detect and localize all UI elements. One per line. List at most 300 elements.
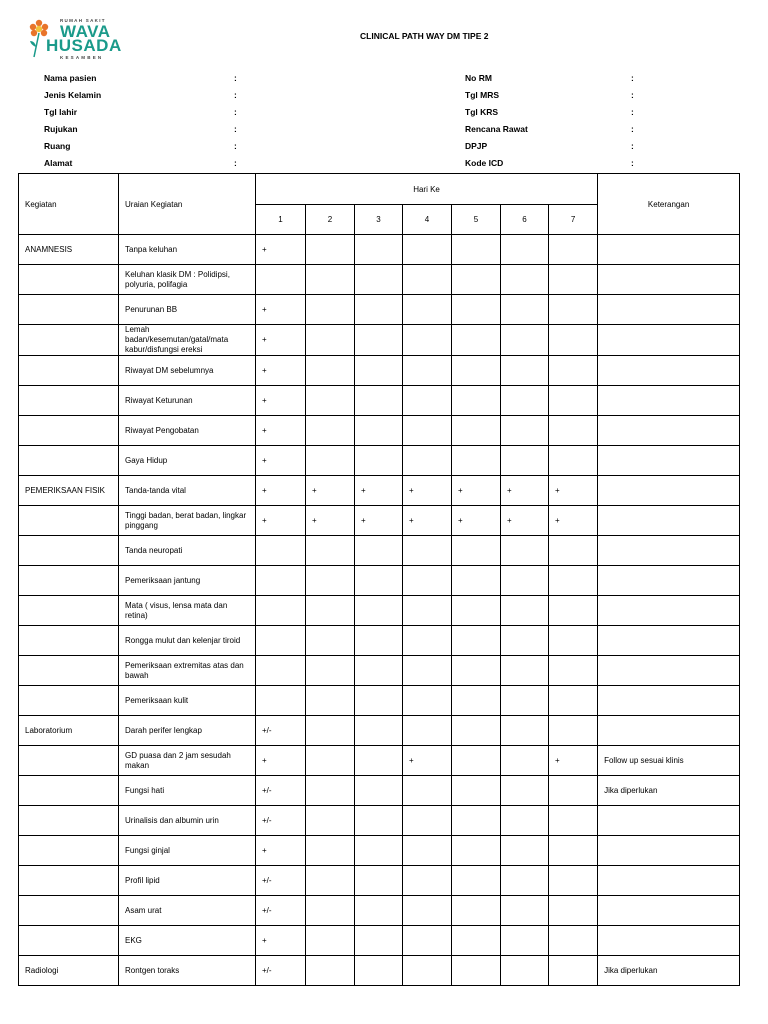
table-row <box>19 446 740 476</box>
cell-kegiatan <box>19 596 119 626</box>
cell-day <box>306 956 355 986</box>
cell-day <box>549 806 598 836</box>
cell-keterangan <box>598 656 740 686</box>
cell-day <box>306 686 355 716</box>
cell-day <box>403 325 452 356</box>
cell-kegiatan <box>19 566 119 596</box>
cell-day <box>452 325 501 356</box>
info-row <box>465 87 665 104</box>
cell-kegiatan: PEMERIKSAAN FISIK <box>19 476 119 506</box>
cell-day <box>549 235 598 265</box>
cell-day <box>501 836 549 866</box>
cell-day: + <box>256 506 306 536</box>
cell-day <box>549 896 598 926</box>
cell-day <box>452 446 501 476</box>
cell-kegiatan <box>19 836 119 866</box>
cell-day <box>355 325 403 356</box>
table-row <box>19 926 740 956</box>
header-uraian: Uraian Kegiatan <box>119 174 256 235</box>
cell-uraian: Fungsi hati <box>119 776 256 806</box>
cell-day <box>306 596 355 626</box>
cell-keterangan: Follow up sesuai klinis <box>598 746 740 776</box>
cell-day: + <box>256 295 306 325</box>
cell-day <box>355 656 403 686</box>
cell-day: + <box>256 446 306 476</box>
cell-day <box>306 386 355 416</box>
cell-kegiatan <box>19 536 119 566</box>
cell-day <box>501 866 549 896</box>
cell-keterangan <box>598 626 740 656</box>
cell-day <box>501 896 549 926</box>
info-separator: : <box>234 73 237 83</box>
cell-day: +/- <box>256 956 306 986</box>
cell-day <box>403 806 452 836</box>
cell-kegiatan <box>19 866 119 896</box>
cell-day <box>452 716 501 746</box>
cell-day <box>452 956 501 986</box>
cell-day <box>403 686 452 716</box>
cell-day <box>403 265 452 295</box>
cell-day <box>306 836 355 866</box>
cell-day <box>549 866 598 896</box>
cell-day <box>355 716 403 746</box>
table-row <box>19 265 740 295</box>
cell-day <box>452 626 501 656</box>
cell-day <box>452 836 501 866</box>
info-row <box>465 155 665 172</box>
table-body <box>19 235 740 986</box>
table-row <box>19 716 740 746</box>
cell-day: + <box>403 506 452 536</box>
cell-day: + <box>501 506 549 536</box>
cell-day: + <box>256 356 306 386</box>
cell-uraian: Urinalisis dan albumin urin <box>119 806 256 836</box>
info-separator: : <box>234 141 237 151</box>
table-row <box>19 836 740 866</box>
cell-kegiatan <box>19 416 119 446</box>
cell-keterangan <box>598 506 740 536</box>
cell-day: + <box>549 746 598 776</box>
cell-day <box>452 295 501 325</box>
cell-day <box>549 926 598 956</box>
cell-uraian: Pemeriksaan kulit <box>119 686 256 716</box>
cell-kegiatan <box>19 386 119 416</box>
table-row <box>19 235 740 265</box>
info-separator: : <box>631 158 634 168</box>
info-row <box>44 104 244 121</box>
cell-day <box>549 776 598 806</box>
cell-keterangan <box>598 716 740 746</box>
info-separator: : <box>631 124 634 134</box>
cell-day <box>306 235 355 265</box>
table-row <box>19 506 740 536</box>
cell-day <box>549 536 598 566</box>
cell-kegiatan <box>19 265 119 295</box>
cell-day <box>403 836 452 866</box>
table-row <box>19 776 740 806</box>
cell-day <box>306 325 355 356</box>
cell-day <box>403 235 452 265</box>
table-row <box>19 746 740 776</box>
cell-day <box>355 446 403 476</box>
cell-day <box>306 866 355 896</box>
cell-day <box>549 626 598 656</box>
cell-day <box>306 536 355 566</box>
cell-day: + <box>256 416 306 446</box>
cell-day <box>355 776 403 806</box>
cell-day <box>501 536 549 566</box>
cell-keterangan <box>598 536 740 566</box>
cell-day <box>549 656 598 686</box>
cell-day <box>549 295 598 325</box>
cell-day: +/- <box>256 716 306 746</box>
cell-kegiatan <box>19 686 119 716</box>
cell-keterangan <box>598 836 740 866</box>
cell-kegiatan <box>19 446 119 476</box>
cell-uraian: Fungsi ginjal <box>119 836 256 866</box>
cell-day <box>452 265 501 295</box>
cell-day <box>355 596 403 626</box>
cell-day <box>256 626 306 656</box>
info-row <box>44 155 244 172</box>
cell-day: + <box>501 476 549 506</box>
cell-day <box>501 806 549 836</box>
cell-uraian: Tanpa keluhan <box>119 235 256 265</box>
cell-day <box>501 386 549 416</box>
cell-kegiatan <box>19 656 119 686</box>
cell-keterangan <box>598 566 740 596</box>
cell-uraian: Darah perifer lengkap <box>119 716 256 746</box>
cell-day: + <box>403 746 452 776</box>
cell-day <box>355 746 403 776</box>
cell-day: + <box>256 746 306 776</box>
cell-day: + <box>355 506 403 536</box>
cell-day <box>403 956 452 986</box>
cell-day <box>403 626 452 656</box>
cell-day <box>452 235 501 265</box>
info-label: No RM <box>465 73 492 83</box>
cell-day: + <box>452 506 501 536</box>
cell-keterangan <box>598 265 740 295</box>
info-row <box>465 138 665 155</box>
cell-day <box>549 956 598 986</box>
cell-day <box>306 356 355 386</box>
cell-keterangan <box>598 356 740 386</box>
cell-day <box>355 416 403 446</box>
cell-day <box>501 356 549 386</box>
cell-day <box>549 566 598 596</box>
cell-day <box>306 416 355 446</box>
cell-day <box>355 686 403 716</box>
patient-info-left <box>44 70 244 172</box>
cell-day <box>355 626 403 656</box>
cell-keterangan <box>598 386 740 416</box>
table-row <box>19 386 740 416</box>
cell-day: + <box>306 476 355 506</box>
cell-day: + <box>256 836 306 866</box>
info-label: Alamat <box>44 158 73 168</box>
table-row <box>19 866 740 896</box>
cell-day <box>355 866 403 896</box>
cell-day: + <box>355 476 403 506</box>
cell-uraian: Pemeriksaan extremitas atas dan bawah <box>119 656 256 686</box>
cell-kegiatan <box>19 295 119 325</box>
table-row <box>19 626 740 656</box>
cell-kegiatan <box>19 926 119 956</box>
info-label: Rencana Rawat <box>465 124 528 134</box>
cell-day: + <box>452 476 501 506</box>
cell-day <box>549 596 598 626</box>
cell-day <box>549 716 598 746</box>
info-separator: : <box>234 107 237 117</box>
cell-day <box>549 836 598 866</box>
table-row <box>19 896 740 926</box>
info-label: DPJP <box>465 141 488 151</box>
info-separator: : <box>234 90 237 100</box>
cell-day <box>306 566 355 596</box>
cell-day: + <box>256 386 306 416</box>
cell-day <box>452 746 501 776</box>
cell-day <box>355 926 403 956</box>
cell-day <box>501 926 549 956</box>
cell-day <box>501 686 549 716</box>
cell-day <box>452 566 501 596</box>
table-row <box>19 536 740 566</box>
cell-day <box>501 235 549 265</box>
cell-keterangan <box>598 866 740 896</box>
cell-day <box>452 806 501 836</box>
info-label: Ruang <box>44 141 71 151</box>
cell-uraian: Riwayat DM sebelumnya <box>119 356 256 386</box>
cell-day <box>306 656 355 686</box>
cell-day <box>355 356 403 386</box>
cell-day <box>501 656 549 686</box>
cell-keterangan <box>598 416 740 446</box>
cell-day <box>306 626 355 656</box>
cell-day <box>403 386 452 416</box>
cell-day <box>501 956 549 986</box>
cell-day <box>256 596 306 626</box>
cell-day: + <box>306 506 355 536</box>
cell-uraian: EKG <box>119 926 256 956</box>
cell-day <box>501 596 549 626</box>
cell-kegiatan <box>19 776 119 806</box>
cell-keterangan: Jika diperlukan <box>598 956 740 986</box>
header-day: 5 <box>452 205 501 235</box>
info-label: Tgl lahir <box>44 107 78 117</box>
patient-info-right <box>465 70 665 172</box>
cell-keterangan <box>598 295 740 325</box>
info-label: Tgl MRS <box>465 90 499 100</box>
cell-day <box>256 656 306 686</box>
cell-day <box>403 716 452 746</box>
cell-kegiatan: Laboratorium <box>19 716 119 746</box>
cell-day <box>549 446 598 476</box>
cell-uraian: Mata ( visus, lensa mata dan retina) <box>119 596 256 626</box>
cell-day: + <box>256 476 306 506</box>
cell-day <box>403 926 452 956</box>
cell-day: + <box>256 926 306 956</box>
cell-kegiatan <box>19 746 119 776</box>
cell-kegiatan <box>19 626 119 656</box>
cell-uraian: Gaya Hidup <box>119 446 256 476</box>
cell-day <box>501 265 549 295</box>
table-row <box>19 656 740 686</box>
cell-day <box>452 536 501 566</box>
logo-line2: HUSADA <box>46 36 122 55</box>
info-separator: : <box>234 158 237 168</box>
cell-uraian: Lemah badan/kesemutan/gatal/mata kabur/disfungsi ereksi <box>119 325 256 356</box>
cell-day <box>452 896 501 926</box>
info-separator: : <box>631 73 634 83</box>
cell-day: + <box>256 235 306 265</box>
cell-day <box>452 356 501 386</box>
cell-day <box>403 446 452 476</box>
cell-day <box>501 566 549 596</box>
cell-day <box>355 265 403 295</box>
cell-day: + <box>549 476 598 506</box>
cell-day <box>452 416 501 446</box>
cell-day <box>501 325 549 356</box>
cell-keterangan <box>598 476 740 506</box>
cell-kegiatan <box>19 896 119 926</box>
cell-day <box>306 926 355 956</box>
cell-day <box>501 416 549 446</box>
logo-top-text: RUMAH SAKIT <box>60 18 106 23</box>
info-label: Rujukan <box>44 124 78 134</box>
cell-day <box>549 325 598 356</box>
cell-uraian: Riwayat Keturunan <box>119 386 256 416</box>
cell-day <box>549 356 598 386</box>
cell-day <box>501 446 549 476</box>
info-row <box>465 104 665 121</box>
document-title: CLINICAL PATH WAY DM TIPE 2 <box>360 31 489 41</box>
cell-uraian: Tanda neuropati <box>119 536 256 566</box>
info-label: Jenis Kelamin <box>44 90 102 100</box>
cell-day <box>403 776 452 806</box>
header-hari-ke: Hari Ke <box>256 174 598 205</box>
cell-day <box>355 295 403 325</box>
cell-day <box>355 235 403 265</box>
cell-day <box>501 626 549 656</box>
info-separator: : <box>234 124 237 134</box>
table-row <box>19 596 740 626</box>
cell-keterangan <box>598 926 740 956</box>
cell-keterangan <box>598 325 740 356</box>
cell-kegiatan: ANAMNESIS <box>19 235 119 265</box>
table-row <box>19 476 740 506</box>
cell-uraian: Rontgen toraks <box>119 956 256 986</box>
info-separator: : <box>631 107 634 117</box>
cell-uraian: GD puasa dan 2 jam sesudah makan <box>119 746 256 776</box>
cell-day: +/- <box>256 776 306 806</box>
cell-day <box>306 716 355 746</box>
info-label: Nama pasien <box>44 73 97 83</box>
cell-day <box>549 686 598 716</box>
cell-day <box>355 896 403 926</box>
table-row <box>19 686 740 716</box>
hospital-logo <box>22 18 122 62</box>
cell-day <box>256 536 306 566</box>
info-label: Tgl KRS <box>465 107 499 117</box>
info-separator: : <box>631 90 634 100</box>
cell-uraian: Asam urat <box>119 896 256 926</box>
cell-day: + <box>403 476 452 506</box>
cell-day <box>306 896 355 926</box>
cell-keterangan <box>598 596 740 626</box>
cell-uraian: Keluhan klasik DM : Polidipsi, polyuria, polifagia <box>119 265 256 295</box>
header-day: 6 <box>501 205 549 235</box>
cell-day <box>403 536 452 566</box>
clinical-pathway-table <box>18 173 740 986</box>
cell-uraian: Tanda-tanda vital <box>119 476 256 506</box>
cell-day <box>355 566 403 596</box>
header-day: 1 <box>256 205 306 235</box>
cell-keterangan <box>598 235 740 265</box>
header-day: 2 <box>306 205 355 235</box>
table-row <box>19 566 740 596</box>
info-row <box>44 138 244 155</box>
cell-day <box>306 446 355 476</box>
cell-day <box>452 656 501 686</box>
cell-day <box>403 866 452 896</box>
info-label: Kode ICD <box>465 158 504 168</box>
cell-day <box>549 386 598 416</box>
cell-day <box>452 596 501 626</box>
table-row <box>19 416 740 446</box>
cell-kegiatan <box>19 325 119 356</box>
table-row <box>19 295 740 325</box>
header-kegiatan: Kegiatan <box>19 174 119 235</box>
cell-day <box>355 536 403 566</box>
cell-day <box>452 926 501 956</box>
info-row <box>44 70 244 87</box>
cell-kegiatan: Radiologi <box>19 956 119 986</box>
cell-day <box>452 686 501 716</box>
header-day: 3 <box>355 205 403 235</box>
cell-uraian: Rongga mulut dan kelenjar tiroid <box>119 626 256 656</box>
logo-bottom-text: KESAMBEN <box>60 55 104 60</box>
cell-day <box>452 776 501 806</box>
cell-day: + <box>549 506 598 536</box>
cell-day <box>306 776 355 806</box>
cell-uraian: Riwayat Pengobatan <box>119 416 256 446</box>
info-row <box>44 87 244 104</box>
cell-keterangan <box>598 806 740 836</box>
cell-day <box>403 896 452 926</box>
cell-day: +/- <box>256 896 306 926</box>
cell-day <box>355 806 403 836</box>
header-day: 4 <box>403 205 452 235</box>
header-keterangan: Keterangan <box>598 174 740 235</box>
cell-day <box>355 956 403 986</box>
cell-uraian: Pemeriksaan jantung <box>119 566 256 596</box>
cell-day <box>501 776 549 806</box>
cell-day <box>306 295 355 325</box>
cell-day <box>355 836 403 866</box>
cell-day <box>549 265 598 295</box>
cell-uraian: Penurunan BB <box>119 295 256 325</box>
logo-line1: WAVA <box>60 22 111 41</box>
cell-day: +/- <box>256 806 306 836</box>
cell-day <box>256 566 306 596</box>
cell-keterangan: Jika diperlukan <box>598 776 740 806</box>
cell-day <box>403 295 452 325</box>
cell-keterangan <box>598 686 740 716</box>
cell-day <box>403 656 452 686</box>
info-row <box>465 70 665 87</box>
header-day: 7 <box>549 205 598 235</box>
